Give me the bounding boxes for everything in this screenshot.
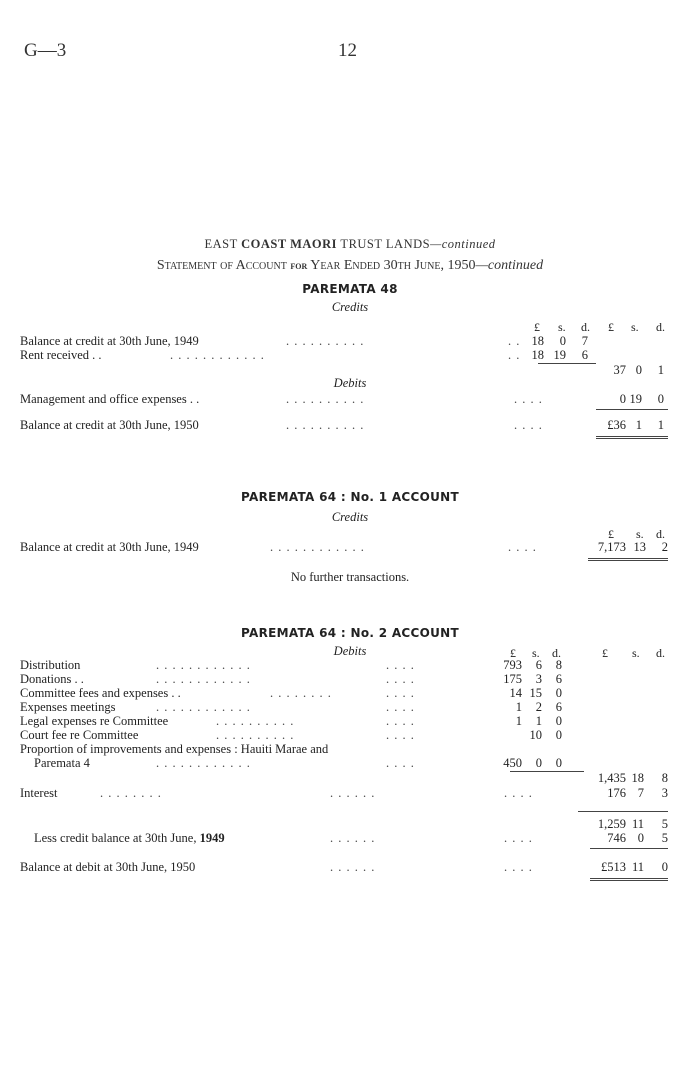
title-bold: COAST MAORI [241,237,338,251]
leader-dots: . . . . . . . . . . . . [156,658,251,672]
leader-dots: . . . . . . . . . . . . [156,700,251,714]
row-label: Proportion of improvements and expenses : Hauiti Marae and [20,742,329,756]
p64a-note: No further transactions. [290,570,410,584]
row-label: Donations . . [20,672,84,686]
page-reference: G—3 [24,40,67,61]
p64b-proportion-line [0,742,700,756]
p48-col-pound-1: £ [534,320,540,334]
subtitle-for: for [290,260,308,272]
title-suffix: TRUST LANDS [337,237,431,251]
p48-debit-row [0,392,700,406]
amount-pence: 6 [555,672,562,686]
row-label: Balance at debit at 30th June, 1950 [20,860,196,874]
row-label: Paremata 4 [34,756,90,770]
p64b-proportion-row [0,756,700,770]
p64b-debit-row [0,714,700,728]
amount-shillings: 11 [631,860,644,874]
amount-pounds: 1 [515,700,522,714]
amount-pence: 0 [555,714,562,728]
amount-shillings: 0 [637,831,644,845]
amount-pounds: 0 [619,392,626,406]
amount-shillings: 7 [637,786,644,800]
p48-balance-row [0,418,700,432]
amount-pounds: £513 [601,860,626,874]
p64a-col-pence: d. [656,527,665,541]
p64b-debit-row [0,686,700,700]
paremata-48-heading: PAREMATA 48 [302,282,398,296]
amount-shillings: 6 [535,658,542,672]
leader-dots: . . . . . . [330,860,376,874]
p64b-debit-row [0,672,700,686]
leader-dots: . . . . . . . . . . [286,392,365,406]
leader-dots: . . . . [386,672,415,686]
leader-dots: . . . . . . . . . . . . [170,348,265,362]
balance-double-rule [596,436,668,439]
leader-dots: . . . . . . . . . . . . [156,672,251,686]
leader-dots: . . [508,348,521,362]
amount-pence: 6 [581,348,588,362]
amount-pence: 1 [657,418,664,432]
subtitle-continued: —continued [475,258,544,273]
leader-dots: . . . . . . . . . . [216,728,295,742]
p48-credit-total [0,363,700,377]
p64b-col-pound-1: £ [510,646,516,660]
leader-dots: . . . . [386,686,415,700]
p64b-debit-row [0,700,700,714]
amount-shillings: 18 [631,771,644,785]
amount-pounds: 176 [607,786,626,800]
main-title [0,237,700,252]
amount-pence: 5 [661,817,668,831]
leader-dots: . . . . . . . . . . [216,714,295,728]
subtitle-statement: Statement of Account [156,258,291,273]
p64b-col-pence-2: d. [656,646,665,660]
row-label: Interest [20,786,58,800]
amount-shillings: 3 [535,672,542,686]
p48-credits-label: Credits [331,300,369,314]
p48-col-pence-1: d. [581,320,590,334]
amount-pence: 5 [661,831,668,845]
leader-dots: . . . . . . [330,831,376,845]
row-label: Distribution [20,658,81,672]
total-rule [596,409,668,410]
row-label: Expenses meetings [20,700,116,714]
amount-shillings: 1 [635,418,642,432]
leader-dots: . . . . [386,700,415,714]
p48-debits-label: Debits [333,376,367,390]
amount-pounds: 18 [531,334,544,348]
title-prefix: EAST [204,237,242,251]
amount-pence: 6 [555,700,562,714]
amount-pounds: 793 [503,658,522,672]
row-label: Court fee re Committee [20,728,139,742]
p48-col-shillings-1: s. [558,320,566,334]
amount-pounds: 450 [503,756,522,770]
leader-dots: . . . . . . . . [270,686,332,700]
row-label: Balance at credit at 30th June, 1949 [20,334,199,348]
amount-shillings: 0 [635,363,642,377]
leader-dots: . . . . . . . . . . [286,418,365,432]
amount-shillings: 15 [529,686,542,700]
amount-pence: 8 [661,771,668,785]
p64a-credits-label: Credits [331,510,369,524]
leader-dots: . . . . . . . . . . . . [156,756,251,770]
amount-pounds: 18 [531,348,544,362]
leader-dots: . . . . [386,728,415,742]
p64b-subtotal-row [0,771,700,785]
leader-dots: . . [508,334,521,348]
amount-shillings: 13 [633,540,646,554]
amount-pounds: 746 [607,831,626,845]
p64b-debits-label: Debits [333,644,367,658]
leader-dots: . . . . . . . . . . [286,334,365,348]
p64b-col-pence-1: d. [552,646,561,660]
amount-pounds: 14 [509,686,522,700]
p64b-total-row [0,817,700,831]
row-label: Management and office expenses . . [20,392,200,406]
row-label: Balance at credit at 30th June, 1950 [20,418,199,432]
paremata-64-no1-heading: PAREMATA 64 : No. 1 ACCOUNT [240,490,459,504]
amount-pence: 8 [555,658,562,672]
amount-pounds: 1 [515,714,522,728]
amount-pence: 3 [661,786,668,800]
amount-pounds: 7,173 [597,540,626,554]
leader-dots: . . . . [514,392,543,406]
p48-col-shillings-2: s. [631,320,639,334]
row-label: Balance at credit at 30th June, 1949 [20,540,199,554]
p64b-less-row [0,831,700,845]
amount-pence: 1 [657,363,664,377]
balance-double-rule [590,878,668,881]
amount-shillings: 19 [553,348,566,362]
amount-pence: 0 [555,728,562,742]
leader-dots: . . . . . . . . [100,786,162,800]
amount-pence: 2 [661,540,668,554]
amount-pounds: 175 [503,672,522,686]
amount-shillings: 10 [529,728,542,742]
less-label-text: Less credit balance at 30th June, [34,831,200,845]
amount-pence: 0 [555,686,562,700]
leader-dots: . . . . . . . . . . . . [270,540,365,554]
leader-dots: . . . . [386,658,415,672]
p48-col-pence-2: d. [656,320,665,334]
p64b-interest-row [0,786,700,800]
subtitle [0,258,700,274]
p64b-col-shillings-1: s. [532,646,540,660]
leader-dots: . . . . [504,831,533,845]
p64a-col-pound: £ [608,527,614,541]
amount-pounds: 1,435 [597,771,626,785]
row-label [34,831,225,845]
leader-dots: . . . . [504,786,533,800]
row-label: Committee fees and expenses . . [20,686,181,700]
amount-shillings: 11 [631,817,644,831]
leader-dots: . . . . . . [330,786,376,800]
p64b-col-shillings-2: s. [632,646,640,660]
row-label: Legal expenses re Committee [20,714,169,728]
p64b-debit-row [0,728,700,742]
amount-shillings: 19 [629,392,642,406]
amount-pounds: 1,259 [597,817,626,831]
amount-pence: 0 [657,392,664,406]
p64b-balance-row [0,860,700,874]
amount-pence: 0 [661,860,668,874]
p48-credit-row [0,348,700,362]
p64b-col-pound-2: £ [602,646,608,660]
leader-dots: . . . . [514,418,543,432]
p48-credit-row [0,334,700,348]
amount-shillings: 2 [535,700,542,714]
title-continued: —continued [430,237,496,251]
amount-pence: 7 [581,334,588,348]
amount-pounds: £36 [607,418,626,432]
leader-dots: . . . . [386,756,415,770]
leader-dots: . . . . [508,540,537,554]
page-number: 12 [338,40,357,61]
row-label: Rent received . . [20,348,102,362]
p64a-double-rule [588,558,668,561]
leader-dots: . . . . [504,860,533,874]
amount-pounds: 37 [613,363,626,377]
subtitle-year: Year Ended 30th June, 1950 [307,258,476,273]
less-label-year: 1949 [199,831,225,845]
balance-rule [590,848,668,849]
p48-col-pound-2: £ [608,320,614,334]
amount-shillings: 0 [559,334,566,348]
amount-shillings: 0 [535,756,542,770]
amount-pence: 0 [555,756,562,770]
p64a-balance-row [0,540,700,554]
leader-dots: . . . . [386,714,415,728]
p64b-debit-row [0,658,700,672]
amount-shillings: 1 [535,714,542,728]
p64a-col-shillings: s. [636,527,644,541]
total-rule [578,811,668,812]
paremata-64-no2-heading: PAREMATA 64 : No. 2 ACCOUNT [240,626,459,640]
